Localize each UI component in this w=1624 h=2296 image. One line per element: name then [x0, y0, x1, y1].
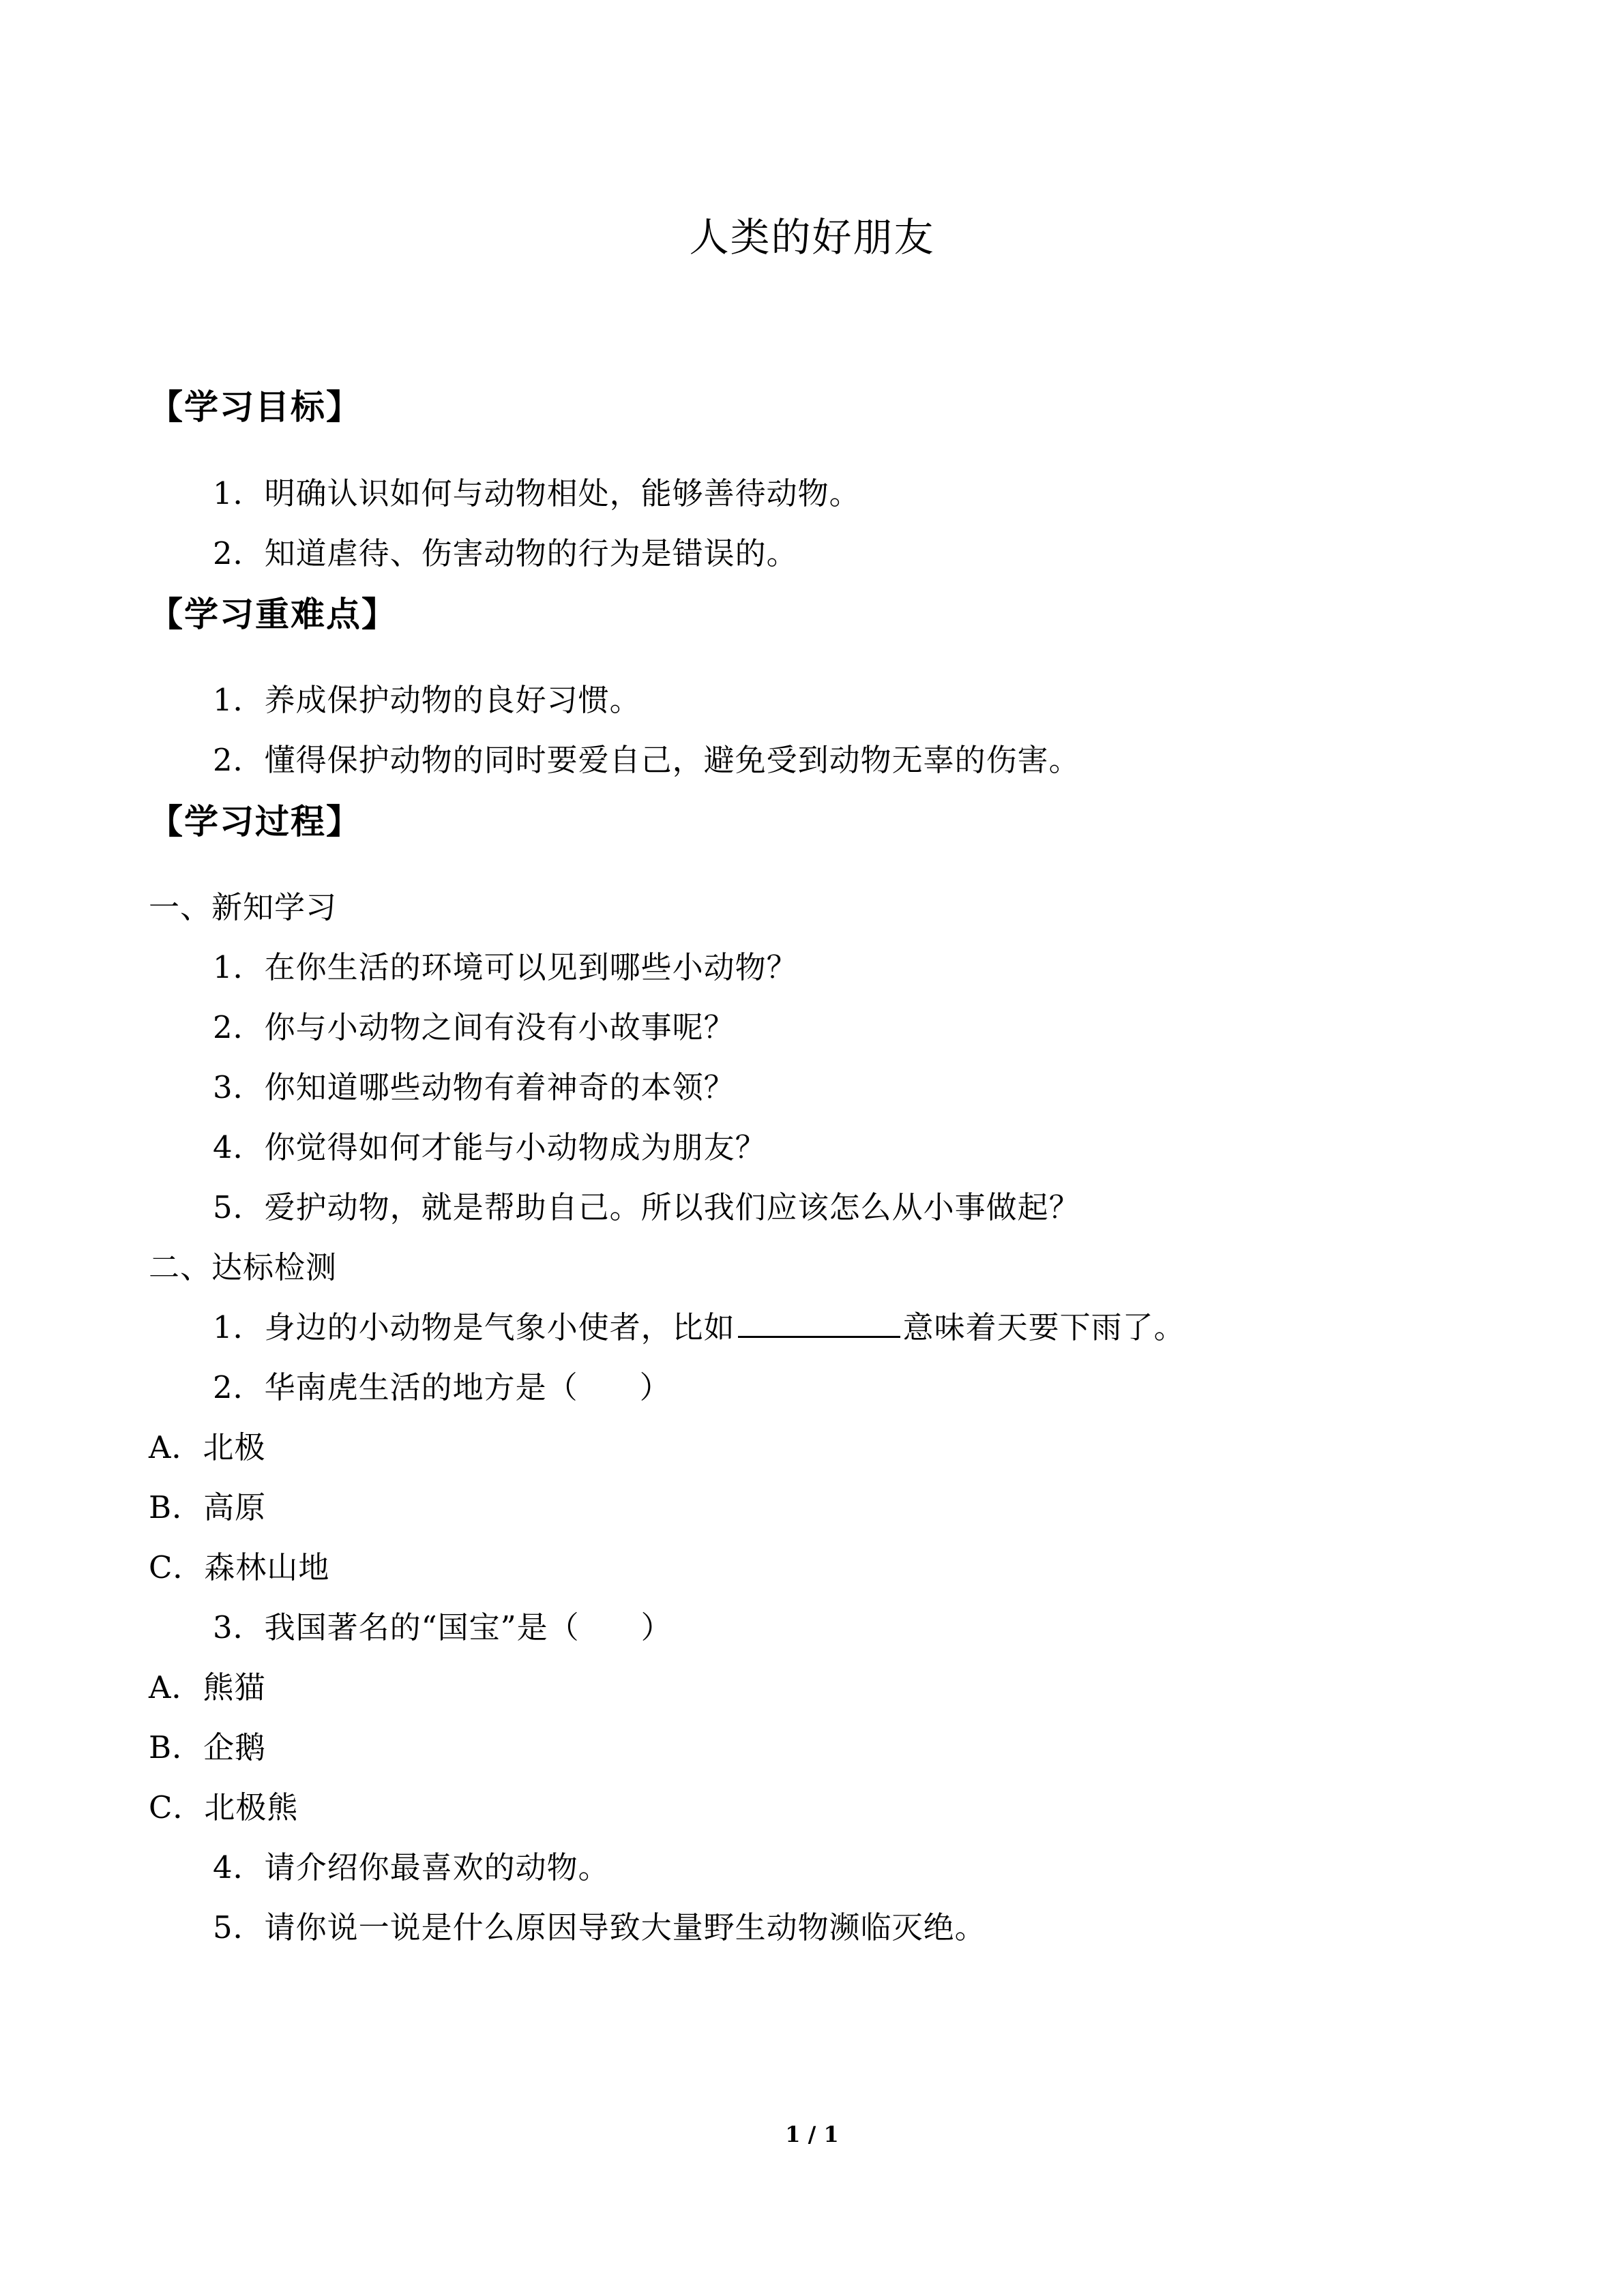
question-2-option-b: B．高原 [149, 1489, 267, 1525]
key-point-item-2: 2．懂得保护动物的同时要爱自己，避免受到动物无辜的伤害。 [213, 742, 1080, 778]
part1-label: 一、新知学习 [149, 889, 338, 925]
question-1-text-after: 意味着天要下雨了。 [902, 1309, 1185, 1345]
question-2-text-before: 2．华南虎生活的地方是（ [213, 1369, 578, 1405]
question-2-text-after: ） [639, 1369, 671, 1405]
heading-key-points: 【学习重难点】 [149, 595, 397, 634]
question-2 [213, 1367, 671, 1409]
heading-process: 【学习过程】 [149, 802, 361, 841]
question-3-text-after: ） [640, 1609, 673, 1645]
question-2-option-c: C．森林山地 [149, 1549, 330, 1585]
question-3 [213, 1607, 673, 1649]
question-5: 5．请你说一说是什么原因导致大量野生动物濒临灭绝。 [213, 1909, 986, 1945]
heading-objectives: 【学习目标】 [149, 387, 361, 427]
question-3-text-before: 3．我国著名的“国宝”是（ [213, 1609, 580, 1645]
objective-item-1: 1．明确认识如何与动物相处，能够善待动物。 [213, 475, 861, 511]
question-1 [213, 1307, 1185, 1349]
key-point-item-1: 1．养成保护动物的良好习惯。 [213, 682, 641, 718]
part1-item-1: 1．在你生活的环境可以见到哪些小动物？ [213, 949, 798, 985]
question-2-option-a: A．北极 [149, 1429, 266, 1465]
question-3-option-c: C．北极熊 [149, 1789, 299, 1825]
page-number: 1 / 1 [785, 2121, 839, 2147]
objective-item-2: 2．知道虐待、伤害动物的行为是错误的。 [213, 535, 798, 571]
part1-item-5: 5．爱护动物，就是帮助自己。所以我们应该怎么从小事做起？ [213, 1189, 1080, 1225]
question-3-option-a: A．熊猫 [149, 1669, 266, 1705]
page-title: 人类的好朋友 [689, 214, 935, 260]
part1-item-3: 3．你知道哪些动物有着神奇的本领？ [213, 1069, 735, 1105]
part2-label: 二、达标检测 [149, 1249, 338, 1285]
question-1-blank[interactable] [738, 1309, 900, 1338]
question-4: 4．请介绍你最喜欢的动物。 [213, 1849, 610, 1885]
part1-item-4: 4．你觉得如何才能与小动物成为朋友？ [213, 1129, 767, 1165]
question-3-option-b: B．企鹅 [149, 1729, 267, 1765]
question-1-text-before: 1．身边的小动物是气象小使者，比如 [213, 1309, 735, 1345]
part1-item-2: 2．你与小动物之间有没有小故事呢？ [213, 1009, 735, 1045]
